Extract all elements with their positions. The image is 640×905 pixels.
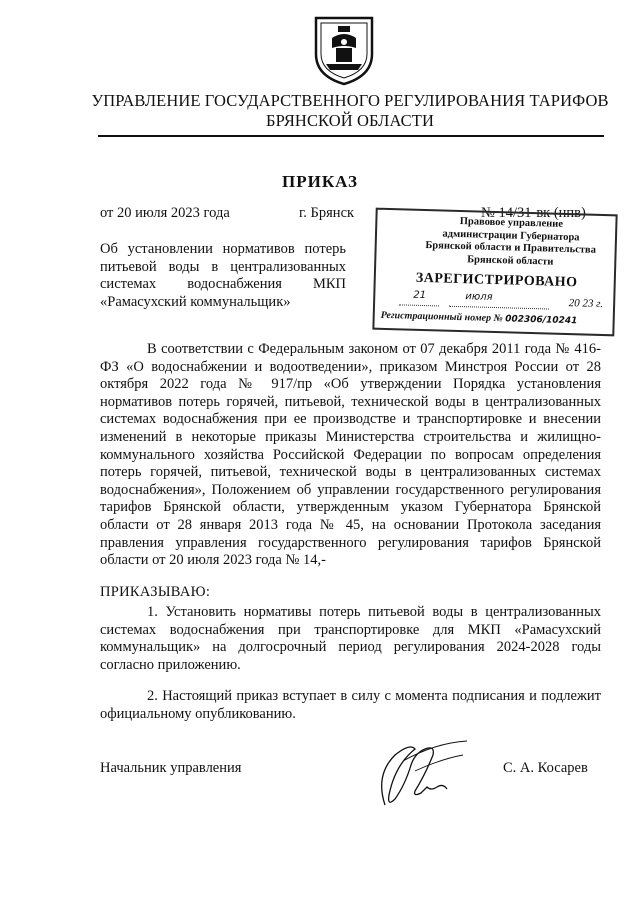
- subject-line: системах водоснабжения МКП: [100, 276, 346, 292]
- stamp-month: июля: [465, 291, 493, 303]
- order-item-2: 2. Настоящий приказ вступает в силу с момента подписания и подлежит официальному опубликованию.: [100, 688, 601, 722]
- signatory-name: С. А. Косарев: [503, 760, 588, 776]
- stamp-date-line: [395, 290, 605, 312]
- document-number: № 14/31-вк (нпв): [481, 205, 586, 221]
- signatory-position: Начальник управления: [100, 760, 242, 776]
- stamp-reg-value: 002306/10241: [505, 314, 578, 327]
- header-divider: [98, 135, 604, 137]
- stamp-registered-label: ЗАРЕГИСТРИРОВАНО: [415, 270, 578, 291]
- stamp-org-line: администрации Губернатора: [442, 228, 580, 243]
- stamp-reg-label: Регистрационный номер №: [380, 309, 503, 325]
- stamp-org-line: Правовое управление: [459, 215, 564, 230]
- stamp-registration-number: [381, 310, 578, 326]
- registration-stamp: [372, 208, 617, 337]
- stamp-year: 20 23 г.: [568, 297, 604, 311]
- org-line-2: БРЯНСКОЙ ОБЛАСТИ: [266, 111, 434, 130]
- document-date: от 20 июля 2023 года: [100, 205, 230, 221]
- document-type: ПРИКАЗ: [282, 172, 358, 191]
- organization-title: [60, 91, 640, 131]
- stamp-org-line: Брянской области: [467, 253, 554, 268]
- order-item-1: 1. Установить нормативы потерь питьевой воды в централизованных системах водоснабжения при транспортировке для МКП «Рамасухский коммунальщик» на долгосрочный период регулирования 2024-2028 годы согласно приложению.: [100, 604, 601, 673]
- handwritten-signature: [355, 735, 475, 815]
- document-subject: [100, 241, 346, 311]
- order-keyword: ПРИКАЗЫВАЮ:: [100, 584, 211, 600]
- org-line-1: УПРАВЛЕНИЕ ГОСУДАРСТВЕННОГО РЕГУЛИРОВАНИЯ ТАРИФОВ: [91, 91, 609, 110]
- stamp-org-line: Брянской области и Правительства: [425, 240, 597, 256]
- subject-line: Об установлении нормативов потерь: [100, 241, 346, 257]
- stamp-organization: [410, 215, 611, 271]
- stamp-day: 21: [413, 289, 427, 302]
- subject-line: «Рамасухский коммунальщик»: [100, 293, 291, 310]
- preamble-paragraph: В соответствии с Федеральным законом от 07 декабря 2011 года № 416-ФЗ «О водоснабжении и водоотведении», приказом Минстроя России от 28 октября 2022 года № 917/пр «Об утверждении Порядка установления нормативов потерь горячей, питьевой, технической воды в централизованных системах водоснабжения при ее производстве и транспортировке и внесении изменений в некоторые приказы Министерства строительства и жилищно-коммунального хозяйства Российской Федерации по вопросам определения потерь горячей, питьевой, технической воды в централизованных системах водоснабжения», Положением об управлении государственного регулирования тарифов Брянской области, утвержденным указом Губернатора Брянской области от 28 января 2013 года № 45, на основании Протокола заседания правления управления государственного регулирования тарифов Брянской области от 20 июля 2023 года № 14,-: [100, 341, 601, 569]
- coat-of-arms-icon: [312, 14, 376, 86]
- document-city: г. Брянск: [299, 205, 355, 221]
- subject-line: питьевой воды в централизованных: [100, 258, 346, 275]
